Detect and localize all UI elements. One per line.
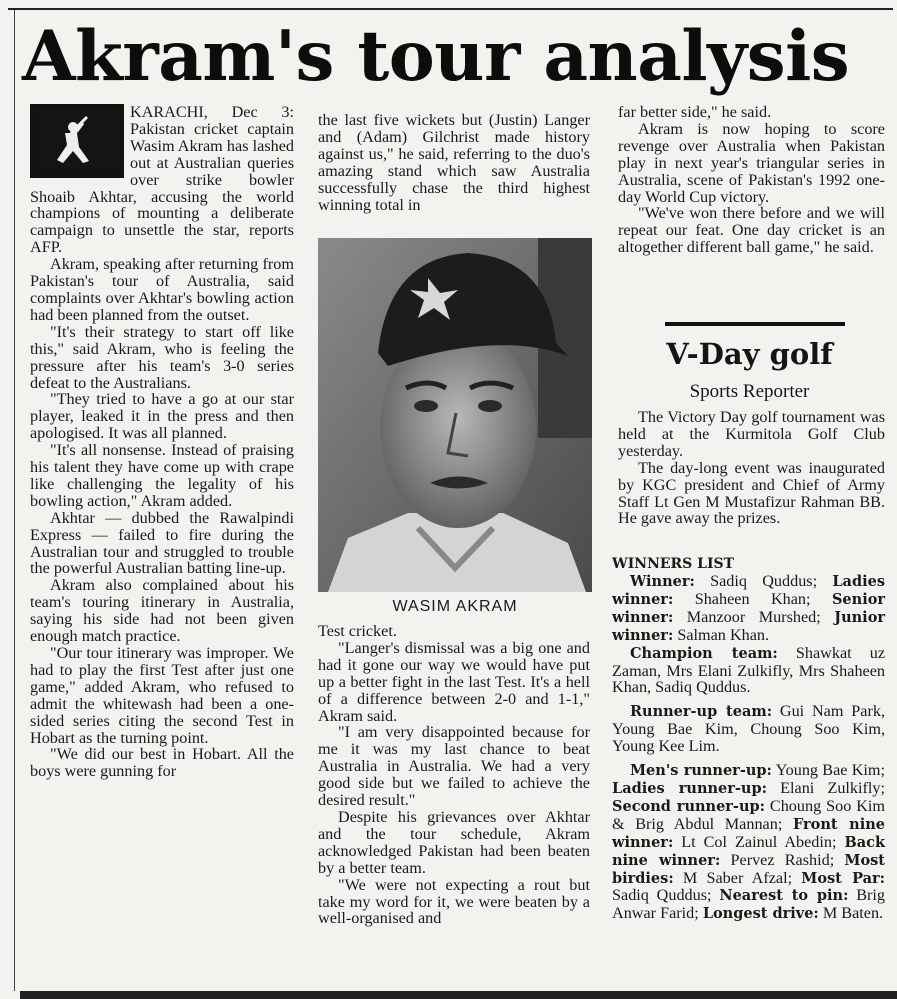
bottom-rule [20, 991, 897, 999]
paragraph: Akram also complained about his team's touring itinerary in Australia, saying his side had not been given enough match practice. [30, 576, 294, 646]
label: Nearest to pin: [719, 887, 849, 905]
value: M Saber Afzal; [673, 868, 793, 887]
section-divider [665, 322, 845, 326]
paragraph: the last five wickets but (Justin) Langer and (Adam) Gilchrist made history against us," he said, referring to the duo's amazing stand which saw Australia successfully chase the third highest winning total in [318, 111, 590, 214]
winners-entry [612, 703, 885, 755]
golf-headline: V-Day golf [666, 337, 833, 371]
article-column-3-top [618, 104, 885, 256]
golf-byline: Sports Reporter [689, 381, 810, 402]
left-rule [14, 10, 15, 991]
value: Salman Khan. [673, 625, 770, 644]
label: Champion team: [630, 644, 778, 662]
paragraph: Akram is now hoping to score revenge over Australia when Pakistan play in next year's triangular series in Australia, scene of Pakistan's 1992 one-day World Cup victory. [618, 119, 885, 206]
article-column-1 [30, 104, 294, 780]
label: Senior winner: [612, 590, 886, 626]
value: Young Bae Kim; [771, 761, 885, 780]
winners-entry [612, 762, 885, 923]
paragraph: Test cricket. [318, 622, 397, 640]
value: Elani Zulkifly; [766, 778, 885, 797]
paragraph: Akram, speaking after returning from Pakistan's tour of Australia, said complaints over Akhtar's bowling action had been planned from the outset. [30, 255, 294, 324]
value: Choung Soo Kim & Brig Abdul Mannan; [612, 796, 885, 833]
winners-entry [612, 573, 885, 645]
golf-article-body [618, 409, 885, 527]
cricket-batsman-icon [30, 104, 124, 178]
value: Gui Nam Park, Young Bae Kim, Choung Soo Kim, Young Kee Lim. [612, 702, 885, 756]
value: Brig Anwar Farid; [612, 886, 886, 923]
paragraph: "Our tour itinerary was improper. We had to play the first Test after just one game," added Akram, who refused to admit the whitewash had been a one-sided series citing the second Test in Hobart as the turning point. [30, 644, 294, 747]
wasim-akram-photo [318, 238, 592, 592]
paragraph: The day-long event was inaugurated by KGC president and Chief of Army Staff Lt Gen M Mustafizur Rahman BB. He gave away the prizes. [618, 458, 885, 528]
winners-list [612, 556, 885, 930]
paragraph: "We've won there before and we will repeat our feat. One day cricket is an altogether different ball game," he said. [618, 204, 885, 257]
paragraph: Akhtar — dubbed the Rawalpindi Express — failed to fire during the Australian tour and struggled to trouble the powerful Australian batting line-up. [30, 508, 294, 578]
paragraph: "They tried to have a go at our star player, leaked it in the press and then apologised. It was all planned. [30, 390, 294, 443]
article-column-2-top [318, 112, 590, 213]
paragraph: "It's their strategy to start off like this," said Akram, who is feeling the pressure after his team's 3-0 series defeat to the Australians. [30, 322, 294, 392]
label: Most birdies: [612, 851, 885, 887]
label: Ladies winner: [612, 573, 885, 608]
winners-entry [612, 645, 885, 697]
paragraph: The Victory Day golf tournament was held at the Kurmitola Golf Club yesterday. [618, 408, 885, 460]
label: Junior winner: [612, 608, 885, 644]
paragraph: KARACHI, Dec 3: Pakistan cricket captain Wasim Akram has lashed out at Australian queries over strike bowler Shoaib Akhtar, accusing the world champions of mounting a deliberate campaign to unsettle the star, reports AFP. [30, 103, 294, 257]
headline: Akram's tour analysis [22, 16, 850, 97]
paragraph: "I am very disappointed because for me it was my last chance to beat Australia in Australia. We had a very good side but we failed to achieve the desired result." [318, 723, 590, 810]
value: Lt Col Zainul Abedin; [673, 832, 837, 851]
label: Back nine winner: [612, 833, 885, 869]
paragraph: Despite his grievances over Akhtar and the tour schedule, Akram acknowledged Pakistan had been beaten by a better team. [318, 807, 590, 877]
paragraph: "Langer's dismissal was a big one and had it gone our way we would have put up a better fight in the last Test. It's a hell of a difference between 2-0 and 1-1," Akram said. [318, 638, 590, 725]
value: Shawkat uz Zaman, Mrs Elani Zulkifly, Mrs Shaheen Khan, Sadiq Quddus. [612, 643, 885, 697]
paragraph: "It's all nonsense. Instead of praising his talent they have come up with crape like challenging the legality of his bowling action," Akram added. [30, 441, 294, 510]
article-column-2-bottom [318, 623, 590, 927]
value: Sadiq Quddus; [612, 886, 712, 905]
label: Longest drive: [702, 905, 819, 923]
label: Front nine winner: [612, 815, 885, 851]
value: Manzoor Murshed; [673, 607, 821, 626]
label: Runner-up team: [630, 703, 773, 721]
value: M Baten. [818, 904, 884, 923]
label: Most Par: [801, 869, 885, 887]
top-rule [8, 8, 893, 10]
photo-caption: WASIM AKRAM [392, 598, 518, 615]
paragraph: "We did our best in Hobart. All the boys were gunning for [30, 745, 294, 781]
paragraph: "We were not expecting a rout but take my word for it, we were beaten by a well-organised and [318, 875, 590, 928]
label: Men's runner-up: [630, 762, 772, 780]
value: Sadiq Quddus; [694, 572, 818, 590]
value: Pervez Rashid; [720, 850, 835, 869]
paragraph: far better side," he said. [618, 103, 772, 121]
label: Ladies runner-up: [612, 779, 767, 797]
value: Shaheen Khan; [673, 589, 811, 608]
label: Winner: [630, 573, 695, 590]
winners-list-heading: WINNERS LIST [612, 556, 735, 572]
label: Second runner-up: [612, 797, 765, 815]
